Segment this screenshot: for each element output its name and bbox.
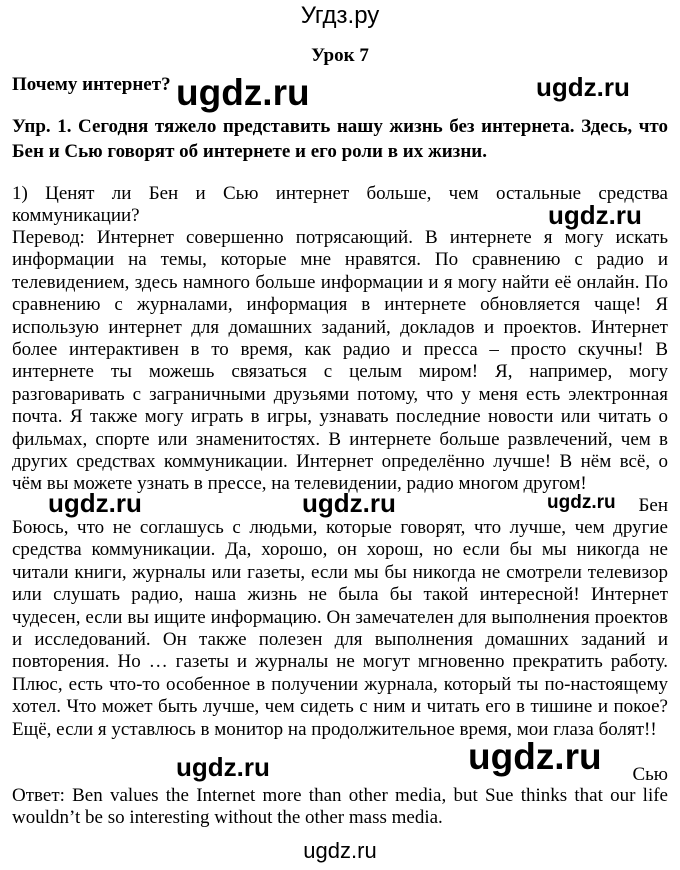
watermark: ugdz.ru — [176, 72, 310, 113]
watermark: ugdz.ru — [536, 72, 630, 102]
watermark: ugdz.ru — [176, 752, 270, 782]
lesson-title: Урок 7 — [311, 45, 369, 66]
watermark: ugdz.ru — [468, 736, 602, 777]
question-text: 1) Ценят ли Бен и Сью интернет больше, чем остальные средства коммуникации? — [12, 183, 668, 227]
exercise-heading: Упр. 1. Сегодня тяжело представить нашу жизнь без интернета. Здесь, что Бен и Сью говорят об интернете и его роли в их жизни. — [12, 116, 668, 162]
site-header: Угдз.ру — [300, 2, 380, 29]
lesson-topic: Почему интернет? — [12, 74, 171, 95]
speaker-ben: Бен — [638, 495, 668, 516]
answer-text: Ответ: Ben values the Internet more than other media, but Sue thinks that our life wouldn’t be so interesting without the other mass media. — [12, 785, 668, 829]
site-footer: ugdz.ru — [303, 838, 377, 863]
watermark: ugdz.ru — [302, 488, 396, 518]
watermark: ugdz.ru — [48, 488, 142, 518]
watermark: ugdz.ru — [547, 492, 616, 513]
speaker-sue: Сью — [632, 764, 668, 785]
watermark: ugdz.ru — [548, 200, 642, 230]
ben-translation: Перевод: Интернет совершенно потрясающий. В интернете я могу искать информации на темы, которые мне нравятся. По сравнению с радио и телевидением, здесь намного больше информации и я могу найти её онлайн. По сравнению с журналами, информация в интернете обновляется чаще! Я использую интернет для домашних заданий, докладов и проектов. Интернет более интерактивен в то время, как радио и пресса – просто скучны! В интернете ты можешь связаться с целым миром! Я, например, могу разговаривать с заграничными друзьями потому, что у меня есть электронная почта. Я также могу играть в игры, узнавать последние новости или читать о фильмах, спорте или знаменитостях. В интернете больше развлечений, чем в других средствах коммуникации. Интернет определённо лучше! В нём всё, о чём вы можете узнать в прессе, на телевидении, радио многом другом! — [12, 227, 668, 495]
sue-translation: Боюсь, что не соглашусь с людьми, которые говорят, что лучше, чем другие средства коммуникации. Да, хорошо, он хорош, но если бы мы никогда не читали книги, журналы или газеты, если мы бы никогда не смотрели телевизор или слушать радио, наша жизнь не была бы такой интересной! Интернет чудесен, если вы ищите информацию. Он замечателен для выполнения проектов и исследований. Он также полезен для выполнения домашних заданий и повторения. Но … газеты и журналы не могут мгновенно прекратить работу. Плюс, есть что-то особенное в получении журнала, который ты по-настоящему хотел. Что может быть лучше, чем сидеть с ним и читать его в тишине и покое? Ещё, если я уставлюсь в монитор на продолжительное время, мои глаза болят!! — [12, 517, 668, 740]
